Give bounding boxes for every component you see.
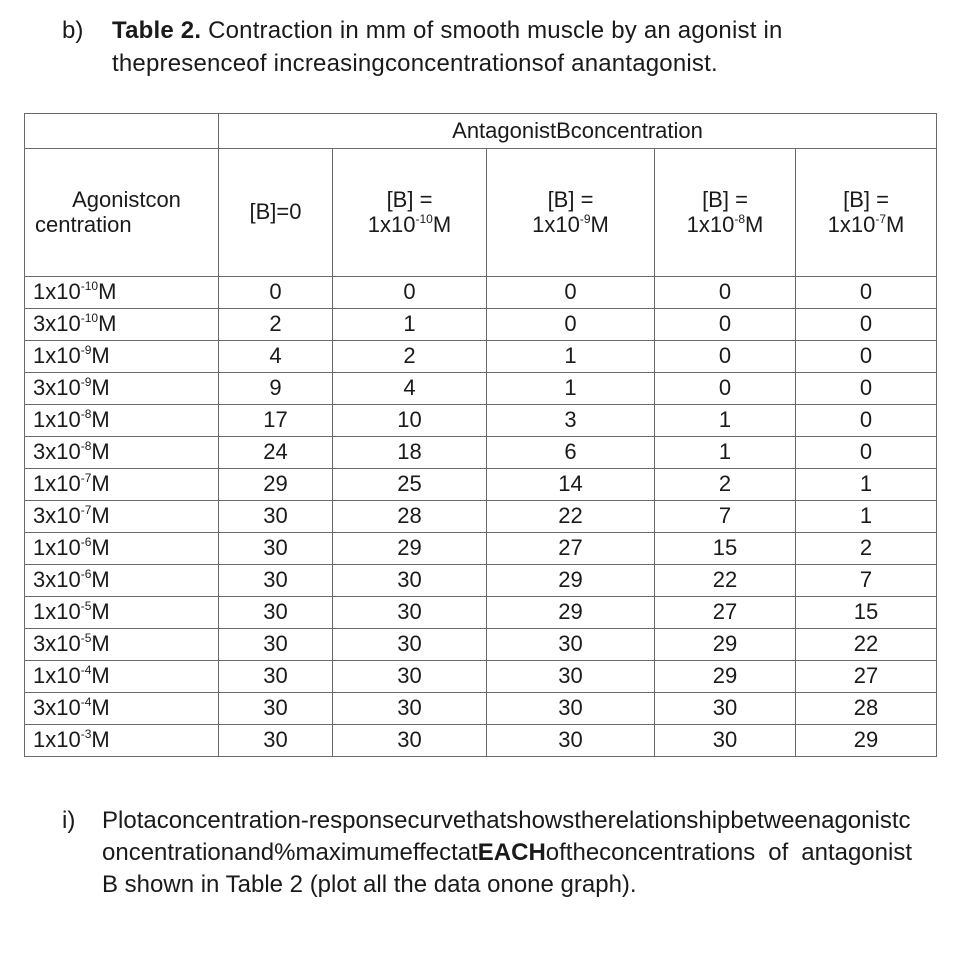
column-header-top: [B] = <box>547 187 594 213</box>
contraction-value-cell: 2 <box>219 309 333 341</box>
column-header-unit: M <box>745 211 764 237</box>
concentration-exponent: -7 <box>80 503 92 518</box>
contraction-value-cell: 0 <box>333 277 487 309</box>
column-header-base: 1x10 <box>367 211 416 237</box>
concentration-unit: M <box>98 311 117 337</box>
contraction-value-cell: 0 <box>796 341 937 373</box>
contraction-value-cell: 30 <box>219 565 333 597</box>
concentration-exponent: -7 <box>80 471 92 486</box>
contraction-value-cell: 28 <box>333 501 487 533</box>
contraction-value-cell: 0 <box>655 277 796 309</box>
agonist-concentration-cell <box>25 565 219 597</box>
contraction-value-cell: 30 <box>333 629 487 661</box>
contraction-value-cell: 30 <box>655 693 796 725</box>
table-row <box>25 501 937 533</box>
concentration-unit: M <box>91 375 110 401</box>
contraction-value-cell: 29 <box>333 533 487 565</box>
concentration-unit: M <box>91 439 110 465</box>
contraction-value-cell: 29 <box>655 629 796 661</box>
contraction-value-cell: 7 <box>655 501 796 533</box>
table-row <box>25 565 937 597</box>
concentration-exponent: -8 <box>80 439 92 454</box>
column-header-base: 1x10 <box>532 211 580 237</box>
contraction-value-cell: 1 <box>796 501 937 533</box>
contraction-value-cell: 30 <box>219 501 333 533</box>
agonist-concentration-cell <box>25 629 219 661</box>
contraction-value-cell: 30 <box>333 597 487 629</box>
column-header-top: [B] = <box>386 187 433 213</box>
contraction-value-cell: 30 <box>333 565 487 597</box>
concentration-base: 3x10 <box>33 567 81 593</box>
contraction-value-cell: 0 <box>796 437 937 469</box>
question-emphasis: EACH <box>477 839 546 866</box>
contraction-value-cell: 28 <box>796 693 937 725</box>
contraction-value-cell: 7 <box>796 565 937 597</box>
concentration-base: 1x10 <box>33 343 81 369</box>
concentration-exponent: -4 <box>80 695 92 710</box>
concentration-exponent: -6 <box>80 567 92 582</box>
question-body <box>102 805 912 901</box>
agonist-concentration-cell <box>25 533 219 565</box>
concentration-base: 1x10 <box>33 727 81 753</box>
contraction-value-cell: 0 <box>655 373 796 405</box>
antagonist-column-header <box>796 149 937 277</box>
contraction-value-cell: 29 <box>655 661 796 693</box>
column-header-unit: M <box>590 211 609 237</box>
contraction-value-cell: 30 <box>219 661 333 693</box>
contraction-value-cell: 29 <box>487 597 655 629</box>
contraction-value-cell: 30 <box>333 661 487 693</box>
concentration-exponent: -8 <box>80 407 92 422</box>
table-row <box>25 661 937 693</box>
contraction-value-cell: 29 <box>487 565 655 597</box>
question-text-before: Plotaconcentration-responsecurvethatshowstherelationshipbetweenagonistconcentrationand%maximumeffectat <box>102 807 911 866</box>
antagonist-column-header <box>655 149 796 277</box>
contraction-value-cell: 9 <box>219 373 333 405</box>
contraction-table <box>24 113 937 757</box>
contraction-value-cell: 0 <box>655 309 796 341</box>
contraction-value-cell: 27 <box>796 661 937 693</box>
antagonist-column-header <box>219 149 333 277</box>
concentration-exponent: -10 <box>80 279 99 294</box>
contraction-value-cell: 0 <box>655 341 796 373</box>
contraction-value-cell: 25 <box>333 469 487 501</box>
contraction-value-cell: 2 <box>333 341 487 373</box>
contraction-value-cell: 18 <box>333 437 487 469</box>
table-row <box>25 373 937 405</box>
contraction-value-cell: 30 <box>219 629 333 661</box>
agonist-concentration-cell <box>25 597 219 629</box>
contraction-value-cell: 0 <box>796 405 937 437</box>
contraction-value-cell: 30 <box>655 725 796 757</box>
table-row <box>25 693 937 725</box>
contraction-value-cell: 30 <box>219 597 333 629</box>
agonist-concentration-cell <box>25 405 219 437</box>
table-row <box>25 437 937 469</box>
antagonist-column-header <box>333 149 487 277</box>
column-header-unit: M <box>886 211 905 237</box>
agonist-concentration-cell <box>25 373 219 405</box>
table-row <box>25 597 937 629</box>
caption-title: Table 2. <box>112 17 202 44</box>
contraction-value-cell: 4 <box>333 373 487 405</box>
concentration-exponent: -5 <box>80 631 92 646</box>
concentration-unit: M <box>98 279 117 305</box>
antagonist-group-header: AntagonistBconcentration <box>219 114 937 149</box>
contraction-value-cell: 1 <box>487 341 655 373</box>
antagonist-column-header <box>487 149 655 277</box>
concentration-exponent: -10 <box>80 311 99 326</box>
contraction-value-cell: 30 <box>333 693 487 725</box>
concentration-exponent: -3 <box>80 727 92 742</box>
contraction-value-cell: 30 <box>219 533 333 565</box>
concentration-unit: M <box>91 407 110 433</box>
contraction-value-cell: 27 <box>655 597 796 629</box>
concentration-exponent: -6 <box>80 535 92 550</box>
concentration-unit: M <box>91 631 110 657</box>
agonist-concentration-cell <box>25 469 219 501</box>
agonist-concentration-cell <box>25 309 219 341</box>
contraction-value-cell: 22 <box>487 501 655 533</box>
contraction-value-cell: 1 <box>655 437 796 469</box>
contraction-value-cell: 27 <box>487 533 655 565</box>
table-row <box>25 469 937 501</box>
table-caption <box>62 14 912 80</box>
concentration-base: 3x10 <box>33 311 81 337</box>
table-row <box>25 725 937 757</box>
table-row <box>25 629 937 661</box>
column-header-base: 1x10 <box>827 211 876 237</box>
contraction-value-cell: 30 <box>487 629 655 661</box>
column-header-exponent: -10 <box>415 211 433 226</box>
table-row <box>25 341 937 373</box>
caption-label: b) <box>62 17 84 44</box>
column-header-top: [B] = <box>843 187 889 213</box>
column-header-top: [B]=0 <box>249 199 302 225</box>
contraction-value-cell: 0 <box>796 309 937 341</box>
contraction-value-cell: 29 <box>219 469 333 501</box>
concentration-exponent: -5 <box>80 599 92 614</box>
contraction-value-cell: 0 <box>219 277 333 309</box>
contraction-value-cell: 3 <box>487 405 655 437</box>
contraction-value-cell: 1 <box>655 405 796 437</box>
contraction-value-cell: 14 <box>487 469 655 501</box>
column-header-exponent: -7 <box>875 211 887 226</box>
agonist-concentration-cell <box>25 501 219 533</box>
agonist-concentration-cell <box>25 341 219 373</box>
question-text-after: oftheconcentrations of antagonist B shown in Table 2 (plot all the data onone graph). <box>102 839 912 898</box>
concentration-base: 3x10 <box>33 503 81 529</box>
concentration-base: 1x10 <box>33 599 81 625</box>
agonist-concentration-cell <box>25 277 219 309</box>
contraction-value-cell: 10 <box>333 405 487 437</box>
concentration-base: 1x10 <box>33 663 81 689</box>
contraction-value-cell: 17 <box>219 405 333 437</box>
concentration-exponent: -9 <box>80 343 92 358</box>
contraction-value-cell: 24 <box>219 437 333 469</box>
contraction-value-cell: 0 <box>487 277 655 309</box>
agonist-concentration-cell <box>25 693 219 725</box>
contraction-value-cell: 22 <box>655 565 796 597</box>
contraction-value-cell: 1 <box>796 469 937 501</box>
concentration-base: 1x10 <box>33 535 81 561</box>
column-header-base: 1x10 <box>686 211 735 237</box>
column-header-exponent: -9 <box>579 211 591 226</box>
agonist-column-header <box>25 149 219 277</box>
concentration-unit: M <box>91 535 110 561</box>
agonist-header-line2: centration <box>35 211 132 237</box>
contraction-value-cell: 0 <box>796 373 937 405</box>
concentration-exponent: -4 <box>80 663 92 678</box>
column-header-unit: M <box>432 211 452 237</box>
concentration-unit: M <box>91 599 110 625</box>
table-row <box>25 309 937 341</box>
caption-body: Contraction in mm of smooth muscle by an agonist in thepresenceof increasingconcentrationsof anantagonist. <box>112 17 783 77</box>
empty-corner-cell <box>25 114 219 149</box>
contraction-value-cell: 30 <box>219 693 333 725</box>
contraction-value-cell: 2 <box>796 533 937 565</box>
concentration-unit: M <box>91 663 110 689</box>
contraction-value-cell: 30 <box>487 725 655 757</box>
table-column-header-row <box>25 149 937 277</box>
agonist-concentration-cell <box>25 437 219 469</box>
contraction-value-cell: 29 <box>796 725 937 757</box>
contraction-value-cell: 30 <box>333 725 487 757</box>
question-label: i) <box>62 807 76 834</box>
column-header-exponent: -8 <box>734 211 746 226</box>
contraction-value-cell: 4 <box>219 341 333 373</box>
concentration-unit: M <box>91 695 110 721</box>
contraction-value-cell: 0 <box>796 277 937 309</box>
agonist-header-line1: Agonistcon <box>72 187 181 213</box>
table-row <box>25 277 937 309</box>
concentration-base: 1x10 <box>33 407 81 433</box>
table-group-header-row <box>25 114 937 149</box>
concentration-base: 1x10 <box>33 279 81 305</box>
agonist-concentration-cell <box>25 661 219 693</box>
contraction-value-cell: 30 <box>487 661 655 693</box>
contraction-value-cell: 0 <box>487 309 655 341</box>
caption-text <box>112 14 912 80</box>
contraction-value-cell: 30 <box>219 725 333 757</box>
concentration-unit: M <box>91 343 110 369</box>
contraction-value-cell: 15 <box>655 533 796 565</box>
contraction-value-cell: 15 <box>796 597 937 629</box>
concentration-unit: M <box>91 503 110 529</box>
question-text <box>62 805 912 901</box>
agonist-concentration-cell <box>25 725 219 757</box>
contraction-value-cell: 22 <box>796 629 937 661</box>
table-row <box>25 405 937 437</box>
column-header-top: [B] = <box>702 187 748 213</box>
concentration-unit: M <box>91 567 110 593</box>
contraction-value-cell: 30 <box>487 693 655 725</box>
contraction-value-cell: 2 <box>655 469 796 501</box>
concentration-unit: M <box>91 471 110 497</box>
concentration-base: 3x10 <box>33 695 81 721</box>
concentration-unit: M <box>91 727 110 753</box>
concentration-base: 1x10 <box>33 471 81 497</box>
concentration-base: 3x10 <box>33 631 81 657</box>
contraction-value-cell: 6 <box>487 437 655 469</box>
table-row <box>25 533 937 565</box>
concentration-exponent: -9 <box>80 375 92 390</box>
contraction-value-cell: 1 <box>487 373 655 405</box>
contraction-value-cell: 1 <box>333 309 487 341</box>
concentration-base: 3x10 <box>33 439 81 465</box>
concentration-base: 3x10 <box>33 375 81 401</box>
